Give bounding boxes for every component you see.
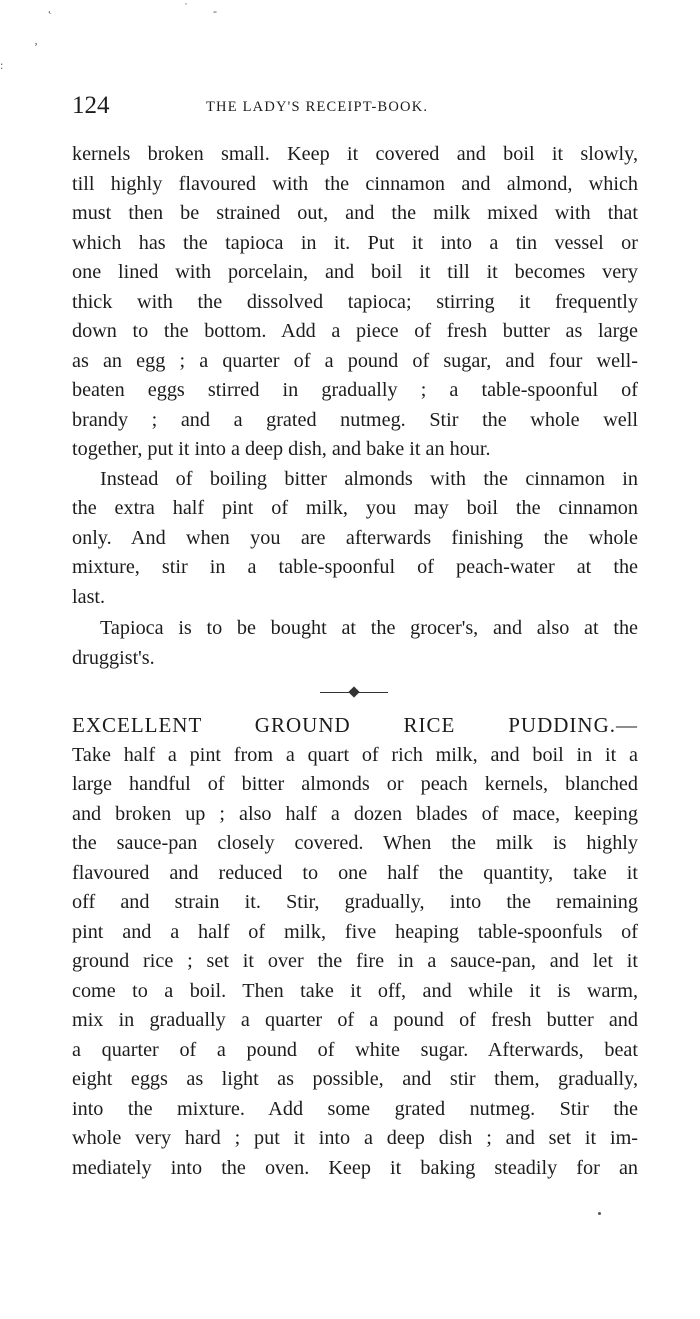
text-line: druggist's. (72, 646, 155, 669)
text-line: till highly flavoured with the cinnamon and almond, which (72, 172, 638, 195)
text-line: off and strain it. Stir, gradually, into the remaining (72, 891, 638, 913)
scan-speck: ʼ (34, 40, 38, 54)
text-line: must then be strained out, and the milk mixed with that (72, 202, 638, 224)
text-line: last. (72, 585, 106, 608)
scan-speck: ˙ (184, 0, 188, 14)
section-divider (72, 673, 638, 711)
text-line: thick with the dissolved tapioca; stirring it frequently (72, 290, 638, 313)
running-title: THE LADY'S RECEIPT-BOOK. (206, 99, 429, 115)
divider-diamond (348, 686, 359, 697)
text-line: ground rice ; set it over the fire in a sauce-pan, and let it (72, 950, 638, 972)
text-line: the sauce-pan closely covered. When the milk is highly (72, 832, 638, 854)
recipe-heading: EXCELLENT GROUND RICE PUDDING.— (72, 713, 638, 737)
scan-speck: - (213, 4, 217, 18)
text-line: flavoured and reduced to one half the quantity, take it (72, 861, 638, 884)
text-line: pint and a half of milk, five heaping table-spoonfuls of (72, 920, 638, 943)
text-line: come to a boil. Then take it off, and while it is warm, (72, 979, 638, 1002)
text-line: together, put it into a deep dish, and bake it an hour. (72, 438, 491, 460)
text-line: mix in gradually a quarter of a pound of fresh butter and (72, 1009, 638, 1031)
text-line: Take half a pint from a quart of rich milk, and boil in it a (72, 743, 638, 766)
text-line: a quarter of a pound of white sugar. Afterwards, beat (72, 1038, 638, 1061)
text-line: the extra half pint of milk, you may boil the cinnamon (72, 497, 638, 519)
text-line: one lined with porcelain, and boil it till it becomes very (72, 261, 638, 283)
text-line: only. And when you are afterwards finishing the whole (72, 526, 638, 549)
paragraph (72, 614, 638, 673)
paragraph (72, 465, 638, 613)
text-line: Tapioca is to be bought at the grocer's, and also at the (100, 617, 638, 639)
text-line: as an egg ; a quarter of a pound of sugar, and four well- (72, 349, 638, 372)
page-body (72, 140, 638, 1183)
text-line: and broken up ; also half a dozen blades of mace, keeping (72, 802, 638, 825)
text-line: kernels broken small. Keep it covered and boil it slowly, (72, 143, 638, 165)
paragraph (72, 140, 638, 465)
scan-speck: ˛ (48, 0, 52, 14)
recipe-section (72, 711, 638, 1183)
text-line: into the mixture. Add some grated nutmeg. Stir the (72, 1097, 638, 1120)
text-line: beaten eggs stirred in gradually ; a table-spoonful of (72, 379, 638, 401)
scan-speck (598, 1212, 601, 1215)
text-line: eight eggs as light as possible, and stir them, gradually, (72, 1068, 638, 1090)
text-line: whole very hard ; put it into a deep dish ; and set it im- (72, 1127, 638, 1149)
text-line: Instead of boiling bitter almonds with the cinnamon in (100, 467, 638, 490)
text-line: which has the tapioca in it. Put it into a tin vessel or (72, 231, 638, 254)
text-line: mixture, stir in a table-spoonful of peach-water at the (72, 556, 638, 578)
text-line: large handful of bitter almonds or peach kernels, blanched (72, 773, 638, 795)
page-number: 124 (72, 92, 110, 119)
scan-speck: : (0, 58, 4, 72)
text-line: mediately into the oven. Keep it baking steadily for an (72, 1156, 638, 1179)
page-header (72, 92, 638, 126)
text-line: down to the bottom. Add a piece of fresh butter as large (72, 320, 638, 342)
text-line: brandy ; and a grated nutmeg. Stir the whole well (72, 408, 638, 431)
